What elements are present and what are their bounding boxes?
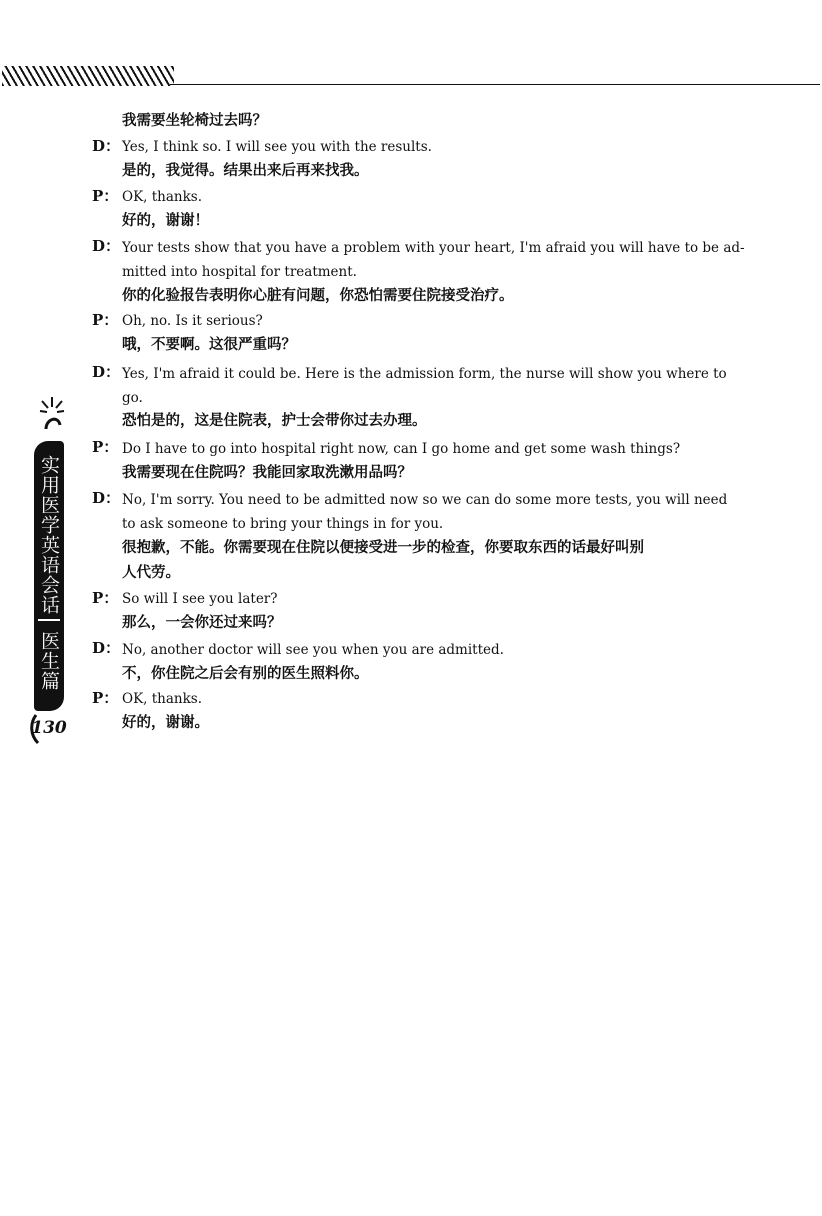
speaker-label: P： <box>92 438 119 456</box>
dialogue-line-en-cont: mitted into hospital for treatment. <box>122 264 357 280</box>
dialogue-line-en-cont: to ask someone to bring your things in for you. <box>122 516 444 532</box>
dialogue-line-zh: 不，你住院之后会有别的医生照料你。 <box>122 666 369 682</box>
dialogue-line-en: OK, thanks. <box>122 189 202 205</box>
speaker-label: D： <box>92 489 121 507</box>
dialogue-line-en-cont: go. <box>122 390 143 406</box>
dialogue-line-zh-cont: 人代劳。 <box>122 565 180 581</box>
dialogue-line-zh: 是的，我觉得。结果出来后再来找我。 <box>122 163 369 179</box>
speaker-label: D： <box>92 639 121 657</box>
speaker-label: P： <box>92 589 119 607</box>
dialogue-line-en: Oh, no. Is it serious? <box>122 313 263 329</box>
dialogue-line-en: No, I'm sorry. You need to be admitted now so we can do some more tests, you will need <box>122 492 728 508</box>
speaker-label: D： <box>92 363 121 381</box>
dialogue-line-en: Your tests show that you have a problem with your heart, I'm afraid you will have to be ad- <box>122 240 745 256</box>
header-line <box>170 84 820 85</box>
dialogue-line-zh: 好的，谢谢！ <box>122 213 209 229</box>
dialogue-line-en: Do I have to go into hospital right now, can I go home and get some wash things? <box>122 441 681 457</box>
speaker-label: D： <box>92 237 121 255</box>
dialogue-line-en: So will I see you later? <box>122 591 278 607</box>
tab-divider <box>38 619 60 621</box>
speaker-label: P： <box>92 187 119 205</box>
dialogue-line-zh: 很抱歉，不能。你需要现在住院以便接受进一步的检查，你要取东西的话最好叫别 <box>122 540 644 556</box>
dialogue-line-zh: 哦，不要啊。这很严重吗？ <box>122 337 296 353</box>
dialogue-line-en: Yes, I'm afraid it could be. Here is the admission form, the nurse will show you where to <box>122 366 727 382</box>
dialogue-line-zh: 我需要坐轮椅过去吗？ <box>122 113 267 129</box>
page-number: 130 <box>31 718 67 738</box>
side-tab-body <box>34 441 64 711</box>
dialogue-line-en: Yes, I think so. I will see you with the results. <box>122 139 432 155</box>
speaker-label: P： <box>92 311 119 329</box>
header-hatch-decoration <box>2 66 174 86</box>
dialogue-line-zh: 好的，谢谢。 <box>122 715 209 731</box>
spark-icon <box>38 395 66 429</box>
book-subtitle: 医生篇 <box>38 631 60 691</box>
dialogue-line-zh: 你的化验报告表明你心脏有问题，你恐怕需要住院接受治疗。 <box>122 288 514 304</box>
dialogue-line-en: No, another doctor will see you when you are admitted. <box>122 642 504 658</box>
dialogue-line-en: OK, thanks. <box>122 691 202 707</box>
speaker-label: P： <box>92 689 119 707</box>
side-tab <box>30 395 70 745</box>
book-title: 实用医学英语会话 <box>38 455 60 615</box>
header-rule <box>0 66 822 88</box>
dialogue-line-zh: 恐怕是的，这是住院表，护士会带你过去办理。 <box>122 413 427 429</box>
speaker-label: D： <box>92 137 121 155</box>
dialogue-line-zh: 那么，一会你还过来吗？ <box>122 615 282 631</box>
dialogue-line-zh: 我需要现在住院吗？我能回家取洗漱用品吗？ <box>122 465 412 481</box>
